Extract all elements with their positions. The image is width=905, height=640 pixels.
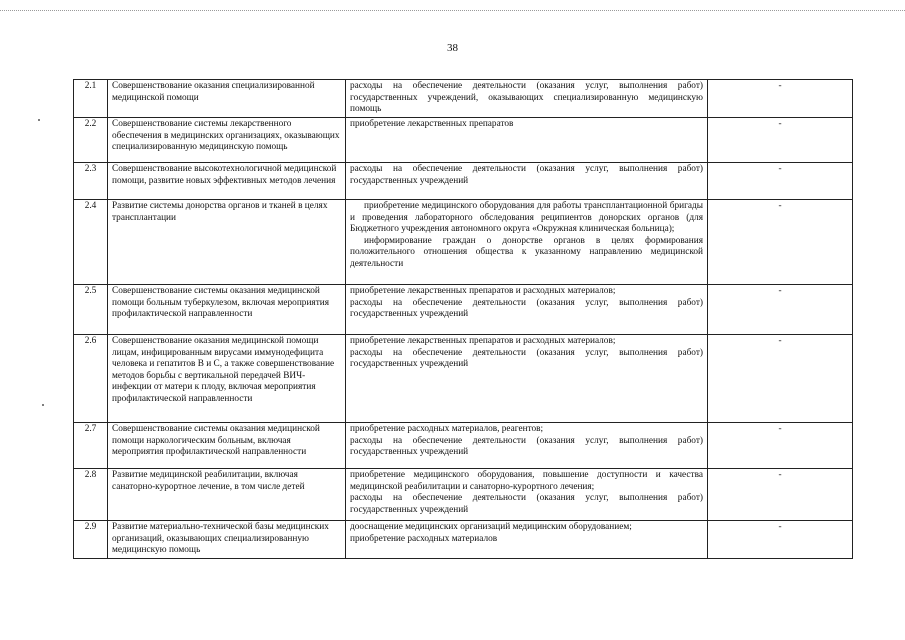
measure-title: Развитие материально-технической базы медицинских организаций, оказывающих специализированную медицинскую помощь — [108, 521, 346, 559]
measure-title: Совершенствование системы оказания медицинской помощи больным туберкулезом, включая мероприятия профилактической направленности — [108, 285, 346, 335]
value-cell: - — [708, 285, 853, 335]
table-row — [74, 521, 853, 559]
measure-title: Совершенствование системы оказания медицинской помощи наркологическим больным, включая мероприятия профилактической направленности — [108, 423, 346, 469]
page-number: 38 — [447, 42, 458, 54]
measure-description — [346, 80, 708, 118]
description-paragraph: расходы на обеспечение деятельности (оказания услуг, выполнения работ) государственных учреждений — [350, 164, 703, 186]
measure-description — [346, 521, 708, 559]
value-cell: - — [708, 200, 853, 285]
row-number: 2.7 — [74, 423, 108, 469]
description-paragraph: расходы на обеспечение деятельности (оказания услуг, выполнения работ) государственных учреждений — [350, 435, 703, 457]
scan-speck — [42, 404, 44, 406]
table-row — [74, 423, 853, 469]
measure-title: Развитие медицинской реабилитации, включая санаторно-курортное лечение, в том числе детей — [108, 469, 346, 521]
table-row — [74, 285, 853, 335]
value-cell: - — [708, 118, 853, 163]
description-paragraph: приобретение медицинского оборудования, повышение доступности и качества медицинской реабилитации и санаторно-курортного лечения; — [350, 470, 703, 492]
value-cell: - — [708, 335, 853, 423]
table-row — [74, 335, 853, 423]
description-paragraph: расходы на обеспечение деятельности (оказания услуг, выполнения работ) государственных учреждений — [350, 493, 703, 515]
measure-title: Совершенствование высокотехнологичной медицинской помощи, развитие новых эффективных методов лечения — [108, 163, 346, 200]
description-paragraph: приобретение медицинского оборудования для работы трансплантационной бригады и проведения лабораторного обследования реципиентов донорских органов (для Бюджетного учреждения автономного округа «Окружная клиническая больница); — [350, 201, 703, 234]
measure-description — [346, 118, 708, 163]
row-number: 2.4 — [74, 200, 108, 285]
row-number: 2.2 — [74, 118, 108, 163]
measure-description — [346, 200, 708, 285]
description-paragraph: дооснащение медицинских организаций медицинским оборудованием; — [350, 522, 632, 532]
measure-description — [346, 423, 708, 469]
table-row — [74, 80, 853, 118]
scan-edge-line — [0, 10, 905, 11]
description-paragraph: расходы на обеспечение деятельности (оказания услуг, выполнения работ) государственных учреждений — [350, 347, 703, 369]
measures-table — [73, 79, 853, 559]
value-cell: - — [708, 521, 853, 559]
row-number: 2.8 — [74, 469, 108, 521]
description-paragraph: информирование граждан о донорстве органов в целях формирования положительного отношения общества к указанному направлению медицинской деятельности — [350, 235, 703, 269]
measure-description — [346, 285, 708, 335]
row-number: 2.9 — [74, 521, 108, 559]
value-cell: - — [708, 163, 853, 200]
measure-description — [346, 469, 708, 521]
row-number: 2.6 — [74, 335, 108, 423]
scan-speck — [38, 119, 40, 121]
table-row — [74, 118, 853, 163]
measure-description — [346, 335, 708, 423]
measure-title: Развитие системы донорства органов и тканей в целях трансплантации — [108, 200, 346, 285]
description-paragraph: приобретение лекарственных препаратов и расходных материалов; — [350, 336, 616, 346]
measure-title: Совершенствование оказания медицинской помощи лицам, инфицированным вирусами иммунодефицита человека и гепатитов B и C, а также совершенствование методов борьбы с вертикальной передачей ВИЧ-инфекции от матери к плоду, включая мероприятия профилактической направленности — [108, 335, 346, 423]
description-paragraph: приобретение расходных материалов — [350, 533, 498, 544]
table-row — [74, 200, 853, 285]
value-cell: - — [708, 423, 853, 469]
measure-title: Совершенствование системы лекарственного обеспечения в медицинских организациях, оказывающих специализированную медицинскую помощь — [108, 118, 346, 163]
row-number: 2.1 — [74, 80, 108, 118]
description-paragraph: расходы на обеспечение деятельности (оказания услуг, выполнения работ) государственных учреждений, оказывающих специализированную медицинскую помощь — [350, 81, 703, 114]
description-paragraph: приобретение лекарственных препаратов — [350, 119, 514, 129]
description-paragraph: расходы на обеспечение деятельности (оказания услуг, выполнения работ) государственных учреждений — [350, 297, 703, 319]
row-number: 2.5 — [74, 285, 108, 335]
value-cell: - — [708, 469, 853, 521]
description-paragraph: приобретение лекарственных препаратов и расходных материалов; — [350, 286, 616, 296]
value-cell: - — [708, 80, 853, 118]
table-row — [74, 163, 853, 200]
description-paragraph: приобретение расходных материалов, реагентов; — [350, 424, 544, 434]
measure-description — [346, 163, 708, 200]
table-row — [74, 469, 853, 521]
measure-title: Совершенствование оказания специализированной медицинской помощи — [108, 80, 346, 118]
row-number: 2.3 — [74, 163, 108, 200]
